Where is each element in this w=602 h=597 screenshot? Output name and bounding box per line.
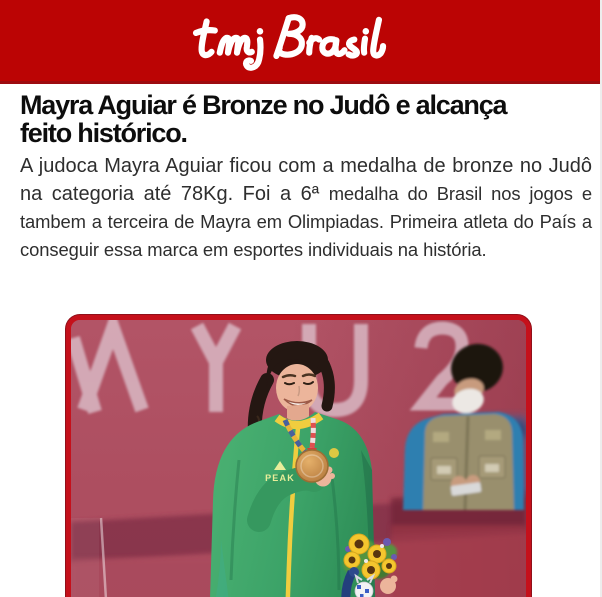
peak-logo-text: PEAK	[265, 473, 295, 483]
sunflower-bouquet	[343, 534, 398, 597]
article-body	[20, 153, 592, 265]
article-body-part1: A judoca Mayra Aguiar ficou com a medalha de bronze no Judô na categoria até 78Kg. Foi a 6ª	[20, 155, 592, 205]
headline-line-1: Mayra Aguiar é Bronze no Judô e alcança	[20, 90, 507, 120]
tmj-brasil-logo-icon	[163, 10, 439, 74]
headline-line-2: feito histórico.	[20, 118, 187, 148]
article-headline	[20, 91, 586, 147]
podium-photo[interactable]	[66, 315, 531, 597]
podium-photo-scene	[71, 320, 526, 597]
article-body-part2: medalha do Brasil nos jogos e tambem a terceira de Mayra em Olimpiadas. Primeira atleta do País a conseguir essa marca em esportes individuais na história.	[20, 183, 592, 260]
brand-header	[0, 0, 602, 84]
